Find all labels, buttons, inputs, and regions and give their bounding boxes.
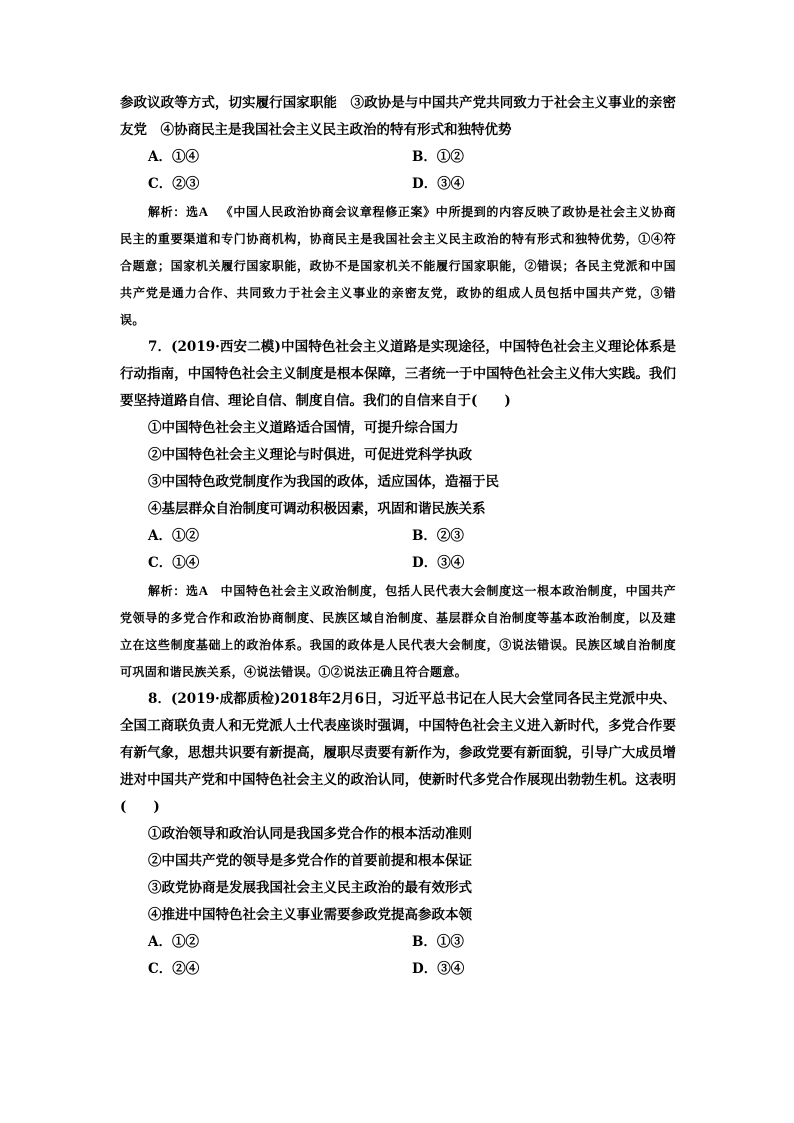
question-7-stem: 7．(2019·西安二模)中国特色社会主义道路是实现途径，中国特色社会主义理论体系是行动指南，中国特色社会主义制度是根本保障，三者统一于中国特色社会主义伟大实践。我们要坚持道路自信、理论自信、制度自信。我们的自信来自于( ) (120, 339, 676, 409)
choice-d: D．③④ (412, 961, 465, 977)
question-8-stem: 8．(2019·成都质检)2018年2月6日，习近平总书记在人民大会堂同各民主党派中央、全国工商联负责人和无党派人士代表座谈时强调，中国特色社会主义进入新时代，多党合作要有新气象，思想共识要有新提高，履职尽责要有新作为，参政党要有新面貌，引导广大成员增进对中国共产党和中国特色社会主义的政治认同，使新时代多党合作展现出勃勃生机。这表明( ) (120, 691, 676, 815)
choice-d: D．③④ (412, 176, 465, 192)
question-7-choices-row-2 (120, 550, 676, 577)
explanation-text: 中国特色社会主义政治制度，包括人民代表大会制度这一根本政治制度，中国共产党领导的多党合作和政治协商制度、民族区域自治制度、基层群众自治制度等基本政治制度，以及建立在这些制度基础上的政治体系。我国的政体是人民代表大会制度，③说法错误。民族区域自治制度可巩固和谐民族关系，④说法错误。①②说法正确且符合题意。 (120, 584, 676, 679)
question-8-option-2: ②中国共产党的领导是多党合作的首要前提和根本保证 (148, 853, 472, 869)
question-6-choices-row-2 (120, 171, 676, 198)
document-page (120, 90, 676, 983)
question-8-option-3: ③政党协商是发展我国社会主义民主政治的最有效形式 (148, 880, 472, 896)
explanation-answer: A (198, 583, 209, 598)
question-7-option-4: ④基层群众自治制度可调动积极因素，巩固和谐民族关系 (148, 501, 486, 517)
question-6-stem-continuation: 参政议政等方式，切实履行国家职能 ③政协是与中国共产党共同致力于社会主义事业的亲密友党 ④协商民主是我国社会主义民主政治的特有形式和独特优势 (120, 95, 676, 138)
explanation-label: 解析：选 (148, 584, 199, 598)
choice-c: C．②④ (148, 961, 200, 977)
question-7-explanation (120, 577, 676, 686)
choice-c: C．①④ (148, 555, 200, 571)
choice-c: C．②③ (148, 176, 200, 192)
choice-a: A．①④ (148, 149, 199, 165)
question-6-explanation (120, 198, 676, 334)
question-7-option-1: ①中国特色社会主义道路适合国情，可提升综合国力 (148, 420, 459, 436)
explanation-text: 《中国人民政治协商会议章程修正案》中所提到的内容反映了政协是社会主义协商民主的重要渠道和专门协商机构，协商民主是我国社会主义民主政治的特有形式和独特优势，①④符合题意；国家机关履行国家职能，政协不是国家机关不能履行国家职能，②错误；各民主党派和中国共产党是通力合作、共同致力于社会主义事业的亲密友党，政协的组成人员包括中国共产党，③错误。 (120, 205, 676, 327)
choice-b: B．①② (412, 149, 464, 165)
question-6-choices-row-1 (120, 144, 676, 171)
question-7-choices-row-1 (120, 523, 676, 550)
question-8-option-4: ④推进中国特色社会主义事业需要参政党提高参政本领 (148, 907, 472, 923)
choice-a: A．①② (148, 934, 199, 950)
choice-a: A．①② (148, 528, 199, 544)
choice-d: D．③④ (412, 555, 465, 571)
question-8-choices-row-1 (120, 929, 676, 956)
question-8-option-1: ①政治领导和政治认同是我国多党合作的根本活动准则 (148, 826, 472, 842)
question-7-option-3: ③中国特色政党制度作为我国的政体，适应国体，造福于民 (148, 474, 499, 490)
choice-b: B．①③ (412, 934, 464, 950)
explanation-label: 解析：选 (148, 205, 199, 219)
question-7-option-2: ②中国特色社会主义理论与时俱进，可促进党科学执政 (148, 447, 472, 463)
question-8-choices-row-2 (120, 956, 676, 983)
explanation-answer: A (198, 204, 209, 219)
choice-b: B．②③ (412, 528, 464, 544)
